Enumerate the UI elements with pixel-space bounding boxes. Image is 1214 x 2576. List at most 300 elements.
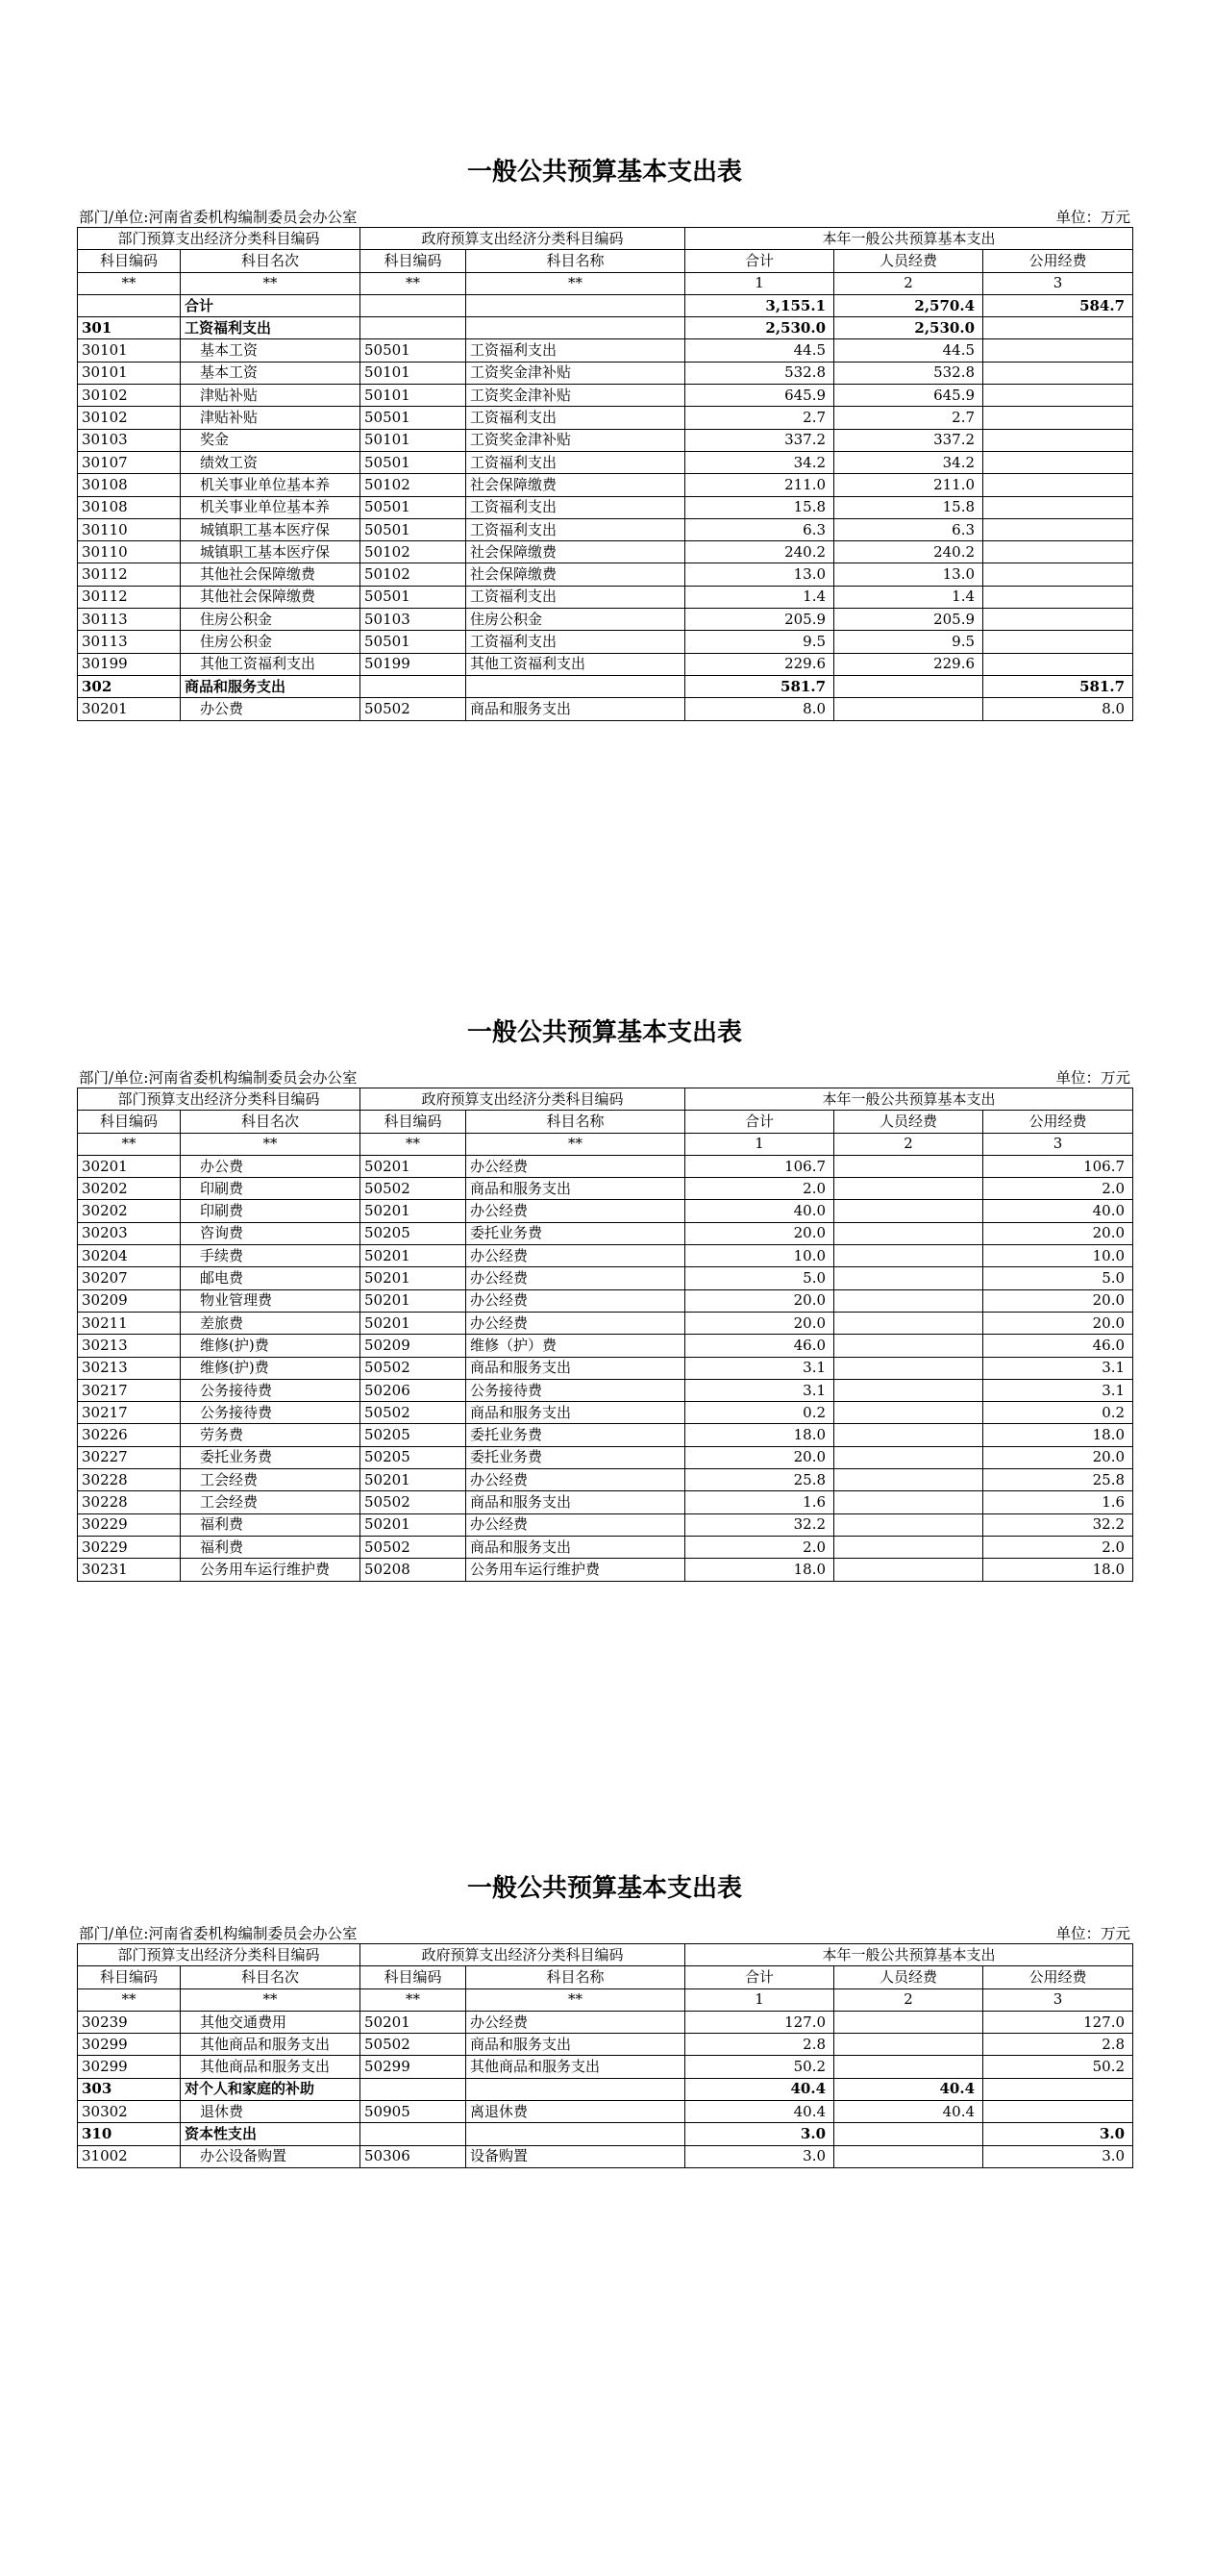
total-cell: 2.8: [685, 2034, 834, 2056]
total-cell: 3.0: [685, 2145, 834, 2167]
gov-name-cell: 商品和服务支出: [466, 1402, 685, 1424]
public-cell: 18.0: [983, 1424, 1133, 1446]
dept-code-cell: 30102: [78, 385, 181, 407]
column-index: 2: [834, 272, 983, 294]
dept-code-cell: 30201: [78, 1155, 181, 1177]
dept-code-cell: 30113: [78, 631, 181, 653]
dept-code-cell: 30102: [78, 407, 181, 429]
gov-name-cell: 商品和服务支出: [466, 1357, 685, 1379]
personnel-cell: [834, 2056, 983, 2078]
column-header: 合计: [685, 1111, 834, 1133]
gov-name-cell: 工资福利支出: [466, 496, 685, 518]
public-cell: 20.0: [983, 1446, 1133, 1468]
public-cell: 3.0: [983, 2123, 1133, 2145]
gov-name-cell: 其他工资福利支出: [466, 653, 685, 675]
gov-code-cell: 50299: [360, 2056, 466, 2078]
gov-code-cell: 50502: [360, 1178, 466, 1200]
public-cell: 2.0: [983, 1536, 1133, 1558]
gov-code-cell: 50306: [360, 2145, 466, 2167]
gov-name-cell: 商品和服务支出: [466, 698, 685, 720]
gov-name-cell: 商品和服务支出: [466, 1536, 685, 1558]
table-row: [78, 2056, 1133, 2078]
personnel-cell: 645.9: [834, 385, 983, 407]
gov-code-cell: 50501: [360, 518, 466, 540]
column-index: 1: [685, 272, 834, 294]
table-row: [78, 1491, 1133, 1513]
public-cell: [983, 451, 1133, 473]
personnel-cell: [834, 1559, 983, 1581]
total-cell: 2,530.0: [685, 317, 834, 339]
public-cell: [983, 518, 1133, 540]
total-cell: 337.2: [685, 429, 834, 451]
table-row: [78, 1402, 1133, 1424]
dept-name-cell: 商品和服务支出: [181, 675, 360, 697]
gov-code-cell: [360, 2078, 466, 2100]
dept-name-cell: 其他商品和服务支出: [181, 2056, 360, 2078]
table-row: [78, 474, 1133, 496]
public-cell: [983, 541, 1133, 563]
dept-code-cell: 30203: [78, 1222, 181, 1244]
dept-code-cell: 302: [78, 675, 181, 697]
gov-code-cell: 50101: [360, 429, 466, 451]
header-index-row: [78, 272, 1133, 294]
dept-code-cell: 30101: [78, 362, 181, 384]
public-cell: 8.0: [983, 698, 1133, 720]
gov-name-cell: 办公经费: [466, 1513, 685, 1536]
column-header: 科目名次: [181, 250, 360, 272]
dept-code-cell: 30207: [78, 1267, 181, 1289]
gov-name-cell: 委托业务费: [466, 1222, 685, 1244]
dept-code-cell: 30211: [78, 1312, 181, 1334]
dept-code-cell: 30110: [78, 518, 181, 540]
dept-name-cell: 绩效工资: [181, 451, 360, 473]
gov-name-cell: 社会保障缴费: [466, 474, 685, 496]
department-label: 部门/单位:河南省委机构编制委员会办公室: [79, 1925, 358, 1942]
dept-name-cell: 公务用车运行维护费: [181, 1559, 360, 1581]
dept-name-cell: 其他工资福利支出: [181, 653, 360, 675]
page-title: 一般公共预算基本支出表: [466, 1018, 742, 1047]
dept-name-cell: 合计: [181, 294, 360, 316]
public-cell: 2.8: [983, 2034, 1133, 2056]
budget-table: [77, 1943, 1133, 2168]
table-row: [78, 1200, 1133, 1222]
gov-name-cell: [466, 2123, 685, 2145]
table-row: [78, 1424, 1133, 1446]
gov-code-cell: 50501: [360, 451, 466, 473]
budget-table: [77, 1088, 1133, 1582]
dept-name-cell: 公务接待费: [181, 1402, 360, 1424]
header-group-gov-code: 政府预算支出经济分类科目编码: [360, 1088, 685, 1111]
table-row: [78, 698, 1133, 720]
gov-code-cell: 50206: [360, 1379, 466, 1401]
dept-code-cell: 30110: [78, 541, 181, 563]
dept-name-cell: 城镇职工基本医疗保: [181, 518, 360, 540]
table-row: [78, 563, 1133, 586]
dept-name-cell: 其他社会保障缴费: [181, 586, 360, 608]
column-index: **: [360, 272, 466, 294]
dept-code-cell: 31002: [78, 2145, 181, 2167]
personnel-cell: [834, 675, 983, 697]
column-header: 公用经费: [983, 1966, 1133, 1988]
personnel-cell: 2.7: [834, 407, 983, 429]
table-row: [78, 407, 1133, 429]
personnel-cell: 205.9: [834, 609, 983, 631]
table-row: [78, 339, 1133, 362]
gov-code-cell: 50208: [360, 1559, 466, 1581]
gov-code-cell: 50201: [360, 1289, 466, 1312]
gov-name-cell: 公务接待费: [466, 1379, 685, 1401]
gov-code-cell: 50201: [360, 2011, 466, 2033]
dept-code-cell: 30231: [78, 1559, 181, 1581]
header-group-basic-expenditure: 本年一般公共预算基本支出: [685, 1088, 1133, 1111]
dept-name-cell: 工资福利支出: [181, 317, 360, 339]
public-cell: [983, 317, 1133, 339]
column-header: 科目编码: [78, 250, 181, 272]
public-cell: [983, 429, 1133, 451]
gov-code-cell: 50205: [360, 1222, 466, 1244]
gov-code-cell: [360, 317, 466, 339]
personnel-cell: 240.2: [834, 541, 983, 563]
total-cell: 40.4: [685, 2078, 834, 2100]
table-row: [78, 609, 1133, 631]
table-row: [78, 1335, 1133, 1357]
dept-code-cell: 30204: [78, 1245, 181, 1267]
total-cell: 13.0: [685, 563, 834, 586]
gov-name-cell: 委托业务费: [466, 1424, 685, 1446]
column-header: 科目名次: [181, 1111, 360, 1133]
total-cell: 40.0: [685, 1200, 834, 1222]
personnel-cell: [834, 1446, 983, 1468]
personnel-cell: 1.4: [834, 586, 983, 608]
dept-code-cell: 310: [78, 2123, 181, 2145]
total-cell: 645.9: [685, 385, 834, 407]
public-cell: 3.0: [983, 2145, 1133, 2167]
public-cell: [983, 339, 1133, 362]
gov-name-cell: 工资福利支出: [466, 339, 685, 362]
personnel-cell: [834, 1200, 983, 1222]
dept-code-cell: 30107: [78, 451, 181, 473]
dept-name-cell: 委托业务费: [181, 1446, 360, 1468]
gov-code-cell: 50103: [360, 609, 466, 631]
public-cell: [983, 362, 1133, 384]
column-header: 科目编码: [360, 1966, 466, 1988]
total-cell: 1.6: [685, 1491, 834, 1513]
dept-name-cell: 维修(护)费: [181, 1357, 360, 1379]
table-row: [78, 317, 1133, 339]
table-row: [78, 1446, 1133, 1468]
gov-code-cell: 50502: [360, 698, 466, 720]
personnel-cell: [834, 1335, 983, 1357]
table-row: [78, 1469, 1133, 1491]
total-cell: 229.6: [685, 653, 834, 675]
table-row: [78, 586, 1133, 608]
column-index: **: [78, 272, 181, 294]
budget-table: [77, 227, 1133, 721]
dept-code-cell: 30113: [78, 609, 181, 631]
personnel-cell: 2,570.4: [834, 294, 983, 316]
total-cell: 18.0: [685, 1424, 834, 1446]
dept-name-cell: 其他社会保障缴费: [181, 563, 360, 586]
total-cell: 18.0: [685, 1559, 834, 1581]
dept-name-cell: 退休费: [181, 2101, 360, 2123]
dept-code-cell: 30228: [78, 1469, 181, 1491]
personnel-cell: 13.0: [834, 563, 983, 586]
public-cell: [983, 586, 1133, 608]
dept-code-cell: 30202: [78, 1178, 181, 1200]
header-column-row: [78, 250, 1133, 272]
header-column-row: [78, 1966, 1133, 1988]
total-cell: 20.0: [685, 1446, 834, 1468]
gov-name-cell: [466, 675, 685, 697]
total-cell: 20.0: [685, 1289, 834, 1312]
dept-code-cell: 30239: [78, 2011, 181, 2033]
personnel-cell: [834, 1513, 983, 1536]
dept-code-cell: [78, 294, 181, 316]
gov-name-cell: [466, 294, 685, 316]
dept-name-cell: 住房公积金: [181, 609, 360, 631]
personnel-cell: 337.2: [834, 429, 983, 451]
dept-code-cell: 30199: [78, 653, 181, 675]
table-row: [78, 675, 1133, 697]
personnel-cell: 532.8: [834, 362, 983, 384]
dept-code-cell: 30229: [78, 1513, 181, 1536]
column-index: **: [181, 1133, 360, 1155]
gov-code-cell: 50201: [360, 1200, 466, 1222]
total-cell: 25.8: [685, 1469, 834, 1491]
personnel-cell: [834, 1178, 983, 1200]
dept-name-cell: 奖金: [181, 429, 360, 451]
gov-code-cell: [360, 2123, 466, 2145]
personnel-cell: 44.5: [834, 339, 983, 362]
public-cell: 584.7: [983, 294, 1133, 316]
table-row: [78, 1379, 1133, 1401]
table-row: [78, 362, 1133, 384]
total-cell: 3.0: [685, 2123, 834, 2145]
dept-name-cell: 津贴补贴: [181, 407, 360, 429]
column-index: **: [360, 1988, 466, 2011]
dept-code-cell: 303: [78, 2078, 181, 2100]
dept-code-cell: 30108: [78, 496, 181, 518]
gov-name-cell: 工资福利支出: [466, 407, 685, 429]
table-row: [78, 1312, 1133, 1334]
gov-code-cell: 50101: [360, 362, 466, 384]
gov-name-cell: 工资福利支出: [466, 631, 685, 653]
header-column-row: [78, 1111, 1133, 1133]
gov-name-cell: 办公经费: [466, 1289, 685, 1312]
personnel-cell: [834, 698, 983, 720]
gov-code-cell: [360, 294, 466, 316]
gov-name-cell: 其他商品和服务支出: [466, 2056, 685, 2078]
dept-name-cell: 福利费: [181, 1536, 360, 1558]
gov-code-cell: 50502: [360, 1357, 466, 1379]
personnel-cell: [834, 2034, 983, 2056]
total-cell: 2.7: [685, 407, 834, 429]
gov-name-cell: 办公经费: [466, 1469, 685, 1491]
page-title: 一般公共预算基本支出表: [466, 1874, 742, 1903]
gov-code-cell: 50101: [360, 385, 466, 407]
table-row: [78, 294, 1133, 316]
table-row: [78, 541, 1133, 563]
column-index: **: [360, 1133, 466, 1155]
unit-label: 单位：万元: [1055, 209, 1130, 226]
total-cell: 532.8: [685, 362, 834, 384]
public-cell: [983, 2101, 1133, 2123]
column-index: **: [466, 272, 685, 294]
dept-code-cell: 30101: [78, 339, 181, 362]
personnel-cell: 211.0: [834, 474, 983, 496]
public-cell: 50.2: [983, 2056, 1133, 2078]
public-cell: 106.7: [983, 1155, 1133, 1177]
dept-code-cell: 30229: [78, 1536, 181, 1558]
table-row: [78, 631, 1133, 653]
gov-code-cell: 50201: [360, 1469, 466, 1491]
public-cell: [983, 496, 1133, 518]
dept-code-cell: 30227: [78, 1446, 181, 1468]
header-group-dept-code: 部门预算支出经济分类科目编码: [78, 1088, 360, 1111]
column-index: **: [181, 1988, 360, 2011]
table-row: [78, 2011, 1133, 2033]
gov-code-cell: 50502: [360, 2034, 466, 2056]
personnel-cell: [834, 1155, 983, 1177]
public-cell: 18.0: [983, 1559, 1133, 1581]
public-cell: 10.0: [983, 1245, 1133, 1267]
personnel-cell: [834, 1379, 983, 1401]
table-row: [78, 1559, 1133, 1581]
personnel-cell: 34.2: [834, 451, 983, 473]
personnel-cell: [834, 1222, 983, 1244]
header-index-row: [78, 1988, 1133, 2011]
dept-name-cell: 印刷费: [181, 1200, 360, 1222]
table-row: [78, 1178, 1133, 1200]
column-header: 合计: [685, 250, 834, 272]
gov-code-cell: 50102: [360, 541, 466, 563]
personnel-cell: [834, 2145, 983, 2167]
header-group-dept-code: 部门预算支出经济分类科目编码: [78, 228, 360, 250]
gov-name-cell: 离退休费: [466, 2101, 685, 2123]
total-cell: 3.1: [685, 1357, 834, 1379]
dept-code-cell: 30217: [78, 1402, 181, 1424]
total-cell: 3.1: [685, 1379, 834, 1401]
personnel-cell: [834, 2011, 983, 2033]
dept-code-cell: 30103: [78, 429, 181, 451]
total-cell: 106.7: [685, 1155, 834, 1177]
dept-name-cell: 工会经费: [181, 1469, 360, 1491]
column-header: 科目编码: [360, 250, 466, 272]
personnel-cell: [834, 1424, 983, 1446]
unit-label: 单位：万元: [1055, 1069, 1130, 1087]
public-cell: 2.0: [983, 1178, 1133, 1200]
column-header: 合计: [685, 1966, 834, 1988]
dept-code-cell: 30209: [78, 1289, 181, 1312]
column-index: 3: [983, 1133, 1133, 1155]
gov-code-cell: [360, 675, 466, 697]
gov-code-cell: 50501: [360, 339, 466, 362]
personnel-cell: 2,530.0: [834, 317, 983, 339]
table-row: [78, 2034, 1133, 2056]
gov-name-cell: 办公经费: [466, 1267, 685, 1289]
column-header: 公用经费: [983, 250, 1133, 272]
dept-code-cell: 30299: [78, 2034, 181, 2056]
public-cell: 1.6: [983, 1491, 1133, 1513]
gov-name-cell: 工资福利支出: [466, 451, 685, 473]
total-cell: 46.0: [685, 1335, 834, 1357]
public-cell: 0.2: [983, 1402, 1133, 1424]
gov-code-cell: 50201: [360, 1312, 466, 1334]
gov-name-cell: 工资奖金津补贴: [466, 429, 685, 451]
gov-name-cell: 办公经费: [466, 1245, 685, 1267]
gov-code-cell: 50502: [360, 1491, 466, 1513]
department-label: 部门/单位:河南省委机构编制委员会办公室: [79, 209, 358, 226]
gov-code-cell: 50501: [360, 407, 466, 429]
table-row: [78, 1245, 1133, 1267]
table-row: [78, 1267, 1133, 1289]
total-cell: 1.4: [685, 586, 834, 608]
public-cell: [983, 631, 1133, 653]
personnel-cell: [834, 1312, 983, 1334]
gov-code-cell: 50209: [360, 1335, 466, 1357]
gov-name-cell: 社会保障缴费: [466, 563, 685, 586]
page-title: 一般公共预算基本支出表: [466, 158, 742, 187]
dept-name-cell: 基本工资: [181, 362, 360, 384]
gov-name-cell: 工资福利支出: [466, 518, 685, 540]
personnel-cell: 9.5: [834, 631, 983, 653]
public-cell: 20.0: [983, 1312, 1133, 1334]
gov-name-cell: 工资奖金津补贴: [466, 362, 685, 384]
dept-name-cell: 办公设备购置: [181, 2145, 360, 2167]
column-header: 科目编码: [78, 1966, 181, 1988]
gov-name-cell: 社会保障缴费: [466, 541, 685, 563]
personnel-cell: [834, 1491, 983, 1513]
gov-code-cell: 50501: [360, 631, 466, 653]
column-header: 人员经费: [834, 250, 983, 272]
table-row: [78, 2145, 1133, 2167]
dept-name-cell: 印刷费: [181, 1178, 360, 1200]
gov-code-cell: 50201: [360, 1245, 466, 1267]
column-index: **: [466, 1988, 685, 2011]
personnel-cell: [834, 1402, 983, 1424]
total-cell: 50.2: [685, 2056, 834, 2078]
dept-name-cell: 维修(护)费: [181, 1335, 360, 1357]
public-cell: 3.1: [983, 1357, 1133, 1379]
table-row: [78, 496, 1133, 518]
table-row: [78, 1222, 1133, 1244]
public-cell: [983, 385, 1133, 407]
gov-code-cell: 50501: [360, 586, 466, 608]
total-cell: 40.4: [685, 2101, 834, 2123]
dept-code-cell: 30213: [78, 1357, 181, 1379]
column-index: **: [181, 272, 360, 294]
header-group-row: [78, 1088, 1133, 1111]
table-row: [78, 1536, 1133, 1558]
header-group-basic-expenditure: 本年一般公共预算基本支出: [685, 228, 1133, 250]
column-header: 科目名次: [181, 1966, 360, 1988]
column-index: 3: [983, 272, 1133, 294]
gov-name-cell: 商品和服务支出: [466, 2034, 685, 2056]
column-header: 人员经费: [834, 1111, 983, 1133]
total-cell: 0.2: [685, 1402, 834, 1424]
public-cell: [983, 2078, 1133, 2100]
gov-code-cell: 50905: [360, 2101, 466, 2123]
column-header: 科目名称: [466, 1111, 685, 1133]
column-header: 人员经费: [834, 1966, 983, 1988]
public-cell: [983, 407, 1133, 429]
dept-code-cell: 30226: [78, 1424, 181, 1446]
header-group-gov-code: 政府预算支出经济分类科目编码: [360, 228, 685, 250]
header-group-row: [78, 1944, 1133, 1966]
column-index: **: [78, 1988, 181, 2011]
gov-name-cell: 办公经费: [466, 1200, 685, 1222]
total-cell: 34.2: [685, 451, 834, 473]
